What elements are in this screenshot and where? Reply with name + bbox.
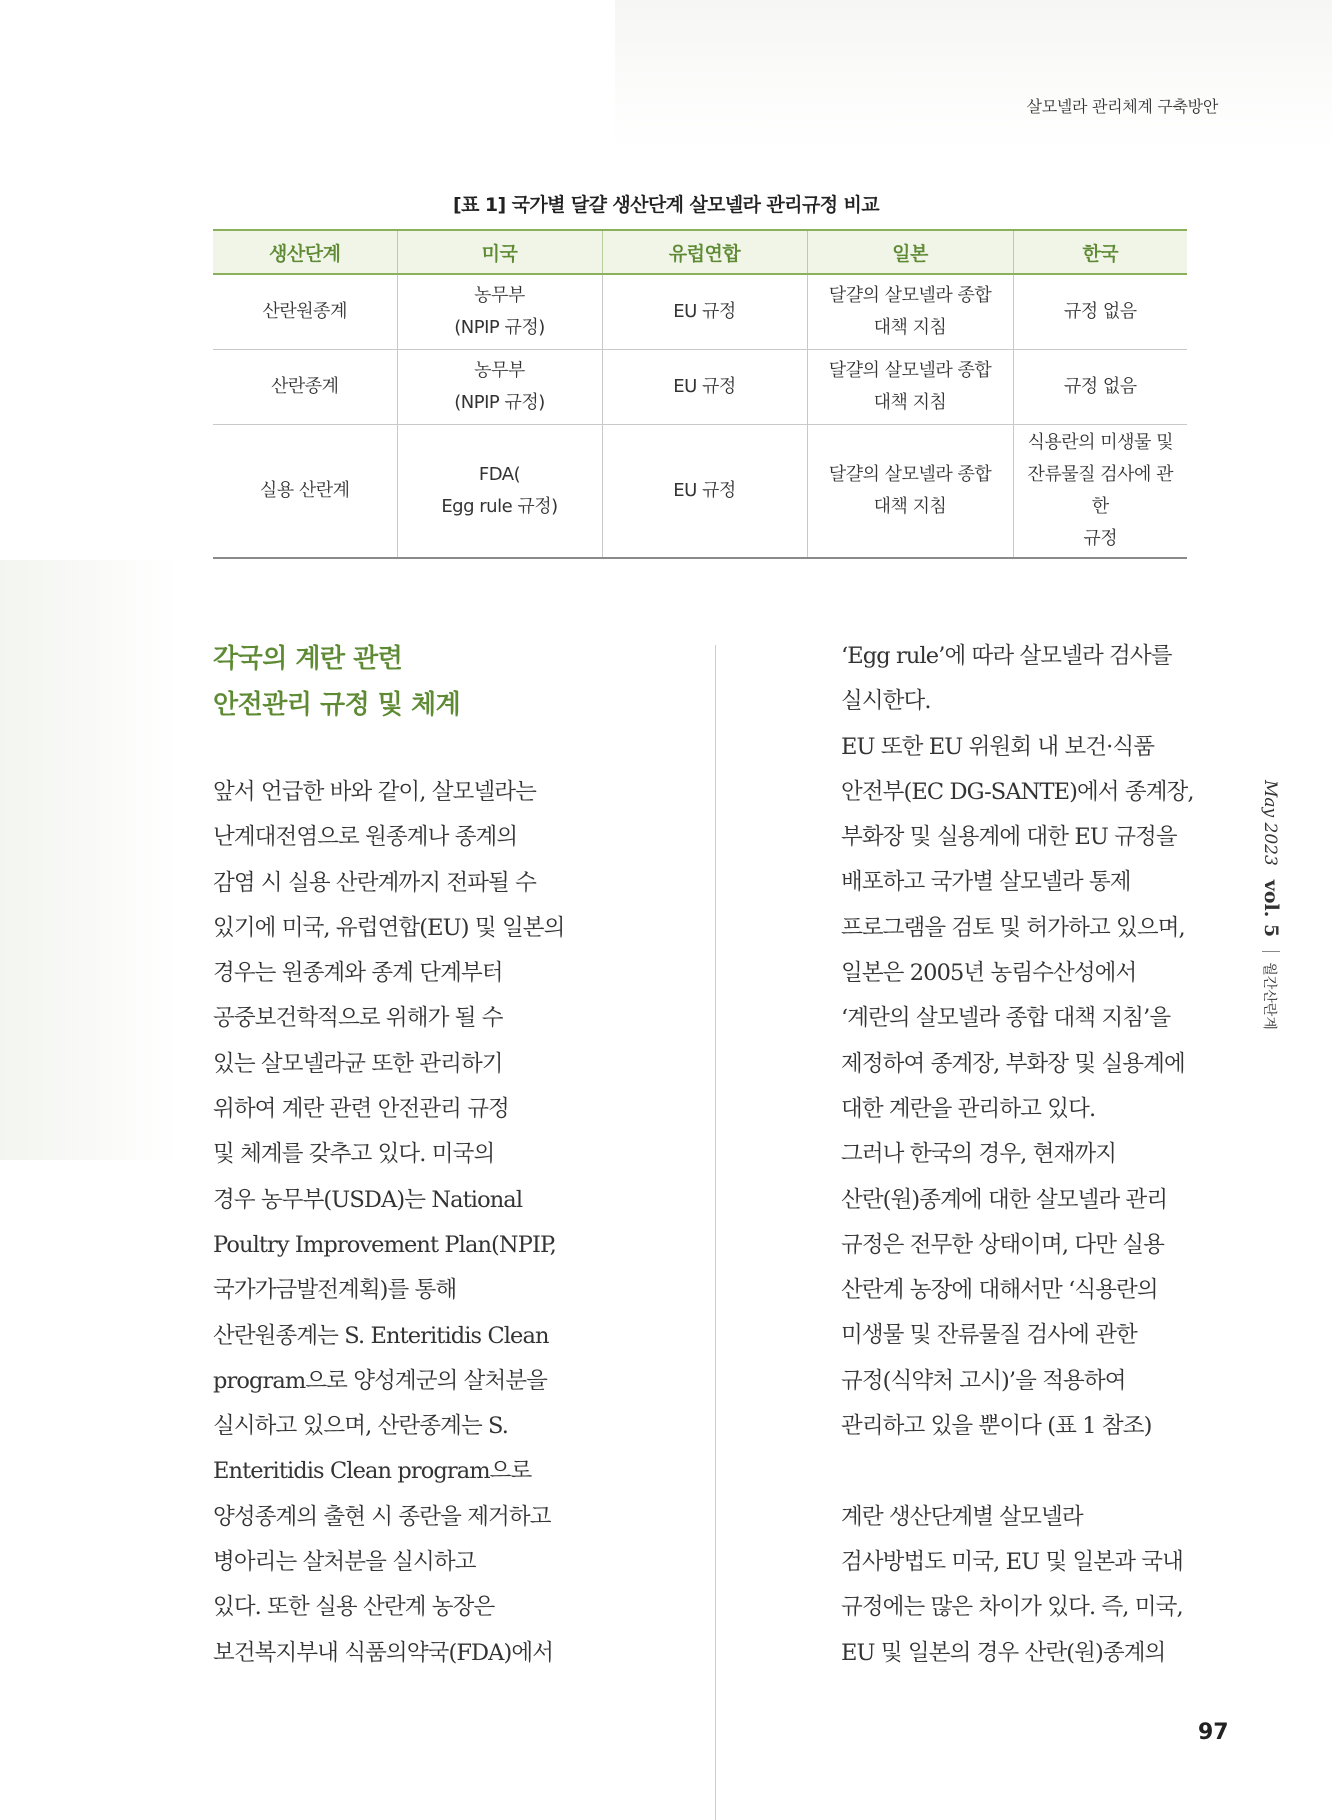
text-line: EU 또한 EU 위원회 내 보건·식품 [841, 733, 1155, 760]
text-line: 난계대전염으로 원종계나 종계의 [213, 824, 518, 851]
cell-japan [807, 274, 1013, 350]
issue-volume: vol. 5 [1260, 879, 1282, 938]
text-line: program으로 양성계군의 살처분을 [213, 1367, 548, 1394]
cell-korea-line: 잔류물질 검사에 관한 [1027, 464, 1174, 517]
paragraph-gap [841, 1449, 1281, 1494]
text-line: 부화장 및 실용계에 대한 EU 규정을 [841, 824, 1177, 851]
text-line: 계란 생산단계별 살모넬라 [841, 1503, 1083, 1530]
text-line: 경우는 원종계와 종계 단계부터 [213, 960, 503, 987]
text-line: 제정하여 종계장, 부화장 및 실용계에 [841, 1050, 1185, 1077]
cell-korea-line: 규정 없음 [1063, 301, 1137, 322]
text-line: 배포하고 국가별 살모넬라 통제 [841, 869, 1131, 896]
cell-japan-line: 대책 지침 [873, 317, 947, 338]
table-caption: [표 1] 국가별 달걀 생산단계 살모넬라 관리규정 비교 [453, 194, 879, 216]
cell-usa [397, 274, 602, 350]
cell-japan-line: 대책 지침 [873, 496, 947, 517]
cell-usa-line: (NPIP 규정) [454, 392, 545, 413]
text-line: 있기에 미국, 유럽연합(EU) 및 일본의 [213, 914, 565, 941]
comparison-table [213, 229, 1187, 559]
cell-eu: EU 규정 [602, 350, 807, 425]
cell-usa-line: 농무부 [474, 285, 525, 306]
table-row [213, 425, 1187, 559]
text-line: 양성종계의 출현 시 종란을 제거하고 [213, 1503, 551, 1530]
cell-stage: 산란원종계 [213, 274, 397, 350]
cell-stage: 산란종계 [213, 350, 397, 425]
text-line: 있는 살모넬라균 또한 관리하기 [213, 1050, 503, 1077]
running-head: 살모넬라 관리체계 구축방안 [1026, 97, 1218, 116]
text-line: 규정은 전무한 상태이며, 다만 실용 [841, 1231, 1164, 1258]
cell-korea [1013, 425, 1187, 559]
cell-korea-line: 식용란의 미생물 및 [1027, 432, 1174, 453]
magazine-name: 월간산란계 [1261, 962, 1277, 1030]
text-line: 감염 시 실용 산란계까지 전파될 수 [213, 869, 536, 896]
cell-stage: 실용 산란계 [213, 425, 397, 559]
text-line: Poultry Improvement Plan(NPIP, [213, 1231, 556, 1258]
header-usa: 미국 [397, 230, 602, 274]
section-heading-line: 각국의 계란 관련 [213, 644, 403, 674]
text-line: 있다. 또한 실용 산란계 농장은 [213, 1594, 495, 1621]
left-background-shade [0, 560, 180, 1160]
issue-date: May 2023 [1260, 780, 1280, 866]
header-stage: 생산단계 [213, 230, 397, 274]
header-japan: 일본 [807, 230, 1013, 274]
text-line: 미생물 및 잔류물질 검사에 관한 [841, 1322, 1137, 1349]
column-divider [715, 645, 716, 1820]
text-line: ‘계란의 살모넬라 종합 대책 지침’을 [841, 1005, 1171, 1032]
cell-japan [807, 350, 1013, 425]
cell-korea [1013, 350, 1187, 425]
text-line: EU 및 일본의 경우 산란(원)종계의 [841, 1639, 1166, 1666]
text-line: 앞서 언급한 바와 같이, 살모넬라는 [213, 779, 536, 805]
text-line: 규정(식약처 고시)’을 적용하여 [841, 1367, 1126, 1394]
cell-japan-line: 달걀의 살모넬라 종합 [828, 360, 992, 381]
table-header-row [213, 230, 1187, 274]
body-column-right [841, 634, 1281, 1676]
text-line: 실시한다. [841, 688, 931, 715]
header-eu: 유럽연합 [602, 230, 807, 274]
cell-korea [1013, 274, 1187, 350]
body-column-left [213, 770, 653, 1676]
text-line: 산란계 농장에 대해서만 ‘식용란의 [841, 1277, 1158, 1304]
text-line: 일본은 2005년 농림수산성에서 [841, 960, 1137, 987]
side-issue-text [1260, 780, 1282, 1030]
cell-usa [397, 425, 602, 559]
cell-usa-line: (NPIP 규정) [454, 317, 545, 338]
cell-korea-line: 규정 없음 [1063, 376, 1137, 397]
text-line: 병아리는 살처분을 실시하고 [213, 1549, 476, 1576]
text-line: 산란(원)종계에 대한 살모넬라 관리 [841, 1186, 1168, 1213]
top-background-shade [615, 0, 1332, 150]
table-row [213, 350, 1187, 425]
text-line: 검사방법도 미국, EU 및 일본과 국내 [841, 1548, 1183, 1575]
text-line: 규정에는 많은 차이가 있다. 즉, 미국, [841, 1594, 1183, 1621]
cell-usa-line: 농무부 [474, 360, 525, 381]
text-line: 공중보건학적으로 위해가 될 수 [213, 1005, 503, 1032]
side-label-divider [1262, 951, 1280, 952]
section-heading-line: 안전관리 규정 및 체계 [213, 690, 461, 720]
cell-japan [807, 425, 1013, 559]
text-line: 보건복지부내 식품의약국(FDA)에서 [213, 1639, 554, 1666]
text-line: 대한 계란을 관리하고 있다. [841, 1095, 1096, 1122]
text-line: 및 체계를 갖추고 있다. 미국의 [213, 1141, 495, 1168]
text-line: 실시하고 있으며, 산란종계는 S. [213, 1413, 508, 1440]
cell-japan-line: 달걀의 살모넬라 종합 [828, 464, 992, 485]
text-line: 산란원종계는 S. Enteritidis Clean [213, 1322, 549, 1349]
table-row [213, 274, 1187, 350]
text-line: 그러나 한국의 경우, 현재까지 [841, 1141, 1117, 1168]
text-line: 경우 농무부(USDA)는 National [213, 1186, 523, 1213]
page-number: 97 [1198, 1720, 1229, 1745]
text-line: 관리하고 있을 뿐이다 (표 1 참조) [841, 1413, 1152, 1440]
cell-usa-line: Egg rule 규정) [441, 496, 558, 517]
cell-japan-line: 대책 지침 [873, 392, 947, 413]
cell-japan-line: 달걀의 살모넬라 종합 [828, 285, 992, 306]
cell-usa-line: FDA( [478, 464, 521, 485]
text-line: 프로그램을 검토 및 허가하고 있으며, [841, 914, 1185, 941]
cell-korea-line: 규정 [1083, 528, 1118, 549]
cell-eu: EU 규정 [602, 274, 807, 350]
cell-eu: EU 규정 [602, 425, 807, 559]
text-line: 안전부(EC DG-SANTE)에서 종계장, [841, 778, 1194, 805]
side-issue-label [1260, 780, 1302, 1030]
section-heading [213, 636, 673, 728]
text-line: 위하여 계란 관련 안전관리 규정 [213, 1096, 509, 1123]
cell-usa [397, 350, 602, 425]
text-line: Enteritidis Clean program으로 [213, 1458, 532, 1485]
text-line: 국가가금발전계획)를 통해 [213, 1277, 457, 1304]
header-korea: 한국 [1013, 230, 1187, 274]
text-line: ‘Egg rule’에 따라 살모넬라 검사를 [841, 643, 1172, 669]
